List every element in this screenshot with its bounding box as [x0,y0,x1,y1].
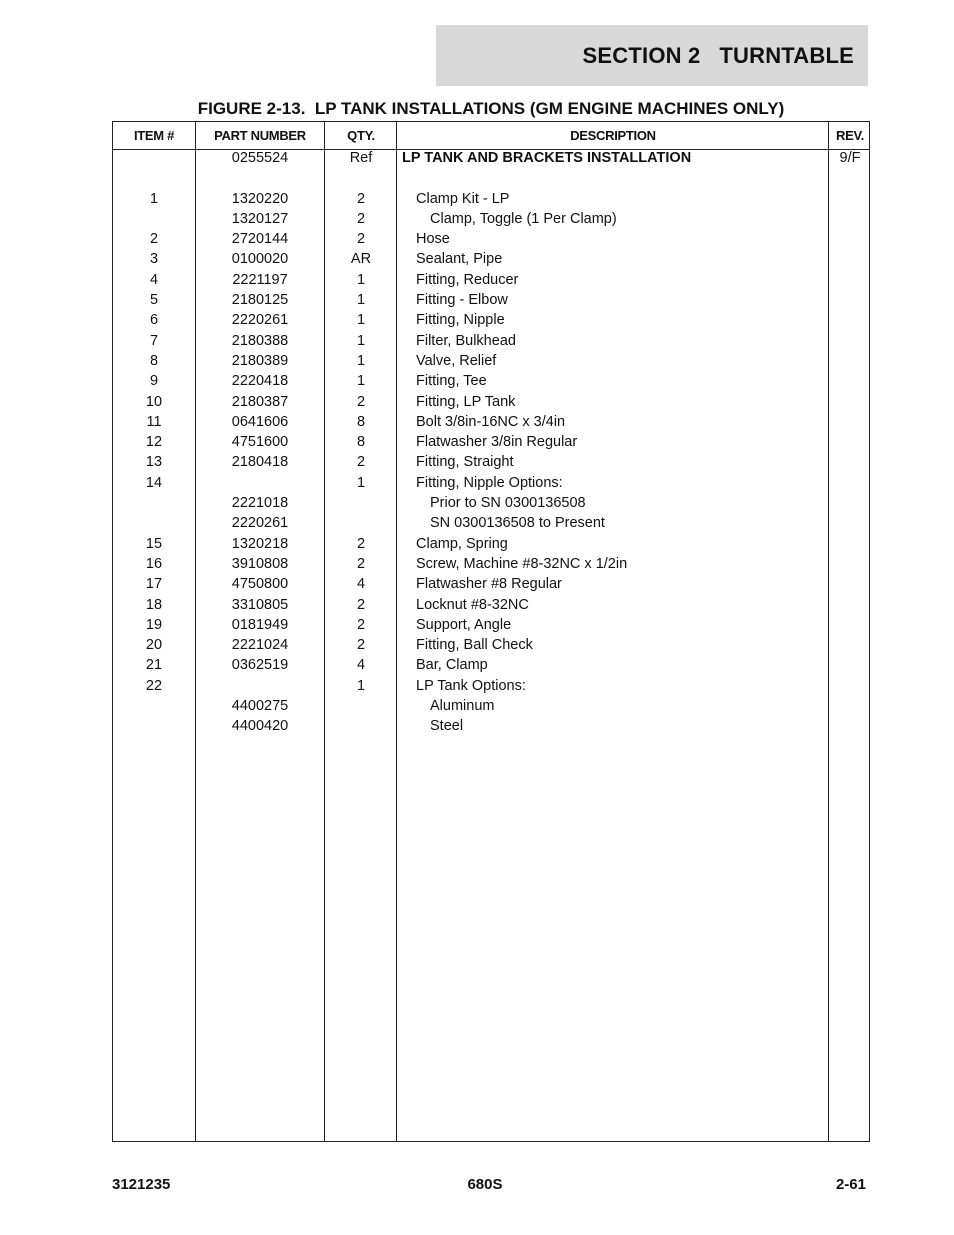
item-number-cell: 20 [145,637,163,654]
table-body [113,148,869,737]
item-number-cell: 22 [145,677,163,694]
description-cell: Bar, Clamp [416,657,488,674]
quantity-cell: 1 [356,332,366,349]
section-title: SECTION 2 TURNTABLE [582,42,854,68]
description-cell: LP Tank Options: [416,677,526,694]
description-cell: Fitting, Reducer [416,271,519,288]
description-cell: Bolt 3/8in-16NC x 3/4in [416,413,566,430]
part-number-cell: 1320218 [231,535,289,552]
table-row [113,209,869,229]
part-number-cell: 1320220 [231,190,289,207]
part-number-cell: 4400275 [231,698,289,715]
description-cell: Sealant, Pipe [416,251,503,268]
table-row [113,229,869,249]
table-row [113,290,869,310]
quantity-cell: 2 [356,637,366,654]
table-row [113,696,869,716]
item-number-cell: 17 [145,576,163,593]
item-number-cell: 11 [146,413,162,430]
description-cell: Aluminum [430,698,495,715]
column-header-qty: QTY. [347,128,375,143]
description-cell: Fitting, Tee [416,373,487,390]
table-row [113,716,869,736]
quantity-cell: 2 [356,454,366,471]
table-row [113,554,869,574]
quantity-cell: 8 [356,434,366,451]
item-number-cell: 8 [149,352,159,369]
column-header-description: DESCRIPTION [570,128,656,143]
description-cell: Fitting, Nipple Options: [416,474,563,491]
description-cell: Clamp, Toggle (1 Per Clamp) [430,210,617,227]
description-cell: Hose [416,231,450,248]
item-number-cell: 2 [149,231,159,248]
part-number-cell: 3910808 [231,555,289,572]
quantity-cell: 2 [356,555,366,572]
item-number-cell: 1 [149,190,159,207]
description-cell: LP TANK AND BRACKETS INSTALLATION [402,150,692,166]
part-number-cell: 0362519 [231,657,289,674]
item-number-cell: 10 [145,393,163,410]
description-cell: Support, Angle [416,616,512,633]
description-cell: Fitting, Ball Check [416,637,533,654]
table-row [113,412,869,432]
table-row [113,310,869,330]
quantity-cell: 2 [356,616,366,633]
description-cell: Flatwasher 3/8in Regular [416,434,578,451]
footer-model: 680S [467,1176,503,1193]
quantity-cell: 1 [356,292,366,309]
quantity-cell: 1 [356,474,366,491]
item-number-cell: 9 [149,373,159,390]
quantity-cell: 2 [356,393,366,410]
column-header-rev: REV. [836,128,864,143]
item-number-cell: 15 [145,535,163,552]
description-cell: Fitting - Elbow [416,292,508,309]
table-row [113,432,869,452]
section-header [436,25,868,86]
item-number-cell: 5 [149,292,159,309]
table-row [113,392,869,412]
table-row [113,249,869,269]
quantity-cell: AR [350,251,372,268]
description-cell: Fitting, Straight [416,454,514,471]
table-row [113,270,869,290]
quantity-cell: 2 [356,190,366,207]
item-number-cell: 13 [145,454,163,471]
quantity-cell: 8 [356,413,366,430]
quantity-cell: 2 [356,535,366,552]
table-row [113,655,869,675]
footer-page-number: 2-61 [835,1176,866,1193]
description-cell: SN 0300136508 to Present [430,515,605,532]
part-number-cell: 2180389 [231,352,289,369]
quantity-cell: 1 [356,352,366,369]
description-cell: Fitting, LP Tank [416,393,516,410]
part-number-cell: 2180388 [231,332,289,349]
quantity-cell: 1 [356,677,366,694]
quantity-cell: 2 [356,596,366,613]
item-number-cell: 18 [145,596,163,613]
part-number-cell: 2180418 [231,454,289,471]
part-number-cell: 1320127 [231,210,289,227]
footer-doc-number: 3121235 [112,1176,171,1193]
quantity-cell: 1 [356,271,366,288]
part-number-cell: 2720144 [231,231,289,248]
table-row [113,168,869,188]
table-row [113,635,869,655]
description-cell: Prior to SN 0300136508 [430,495,586,512]
part-number-cell: 2221024 [231,637,289,654]
description-cell: Steel [430,718,464,735]
item-number-cell: 16 [145,555,163,572]
part-number-cell: 0181949 [231,616,289,633]
quantity-cell: Ref [349,150,373,166]
table-row [113,148,869,168]
item-number-cell: 3 [149,251,159,268]
quantity-cell: 4 [356,576,366,593]
part-number-cell: 2180125 [231,292,289,309]
part-number-cell: 4750800 [231,576,289,593]
table-row [113,513,869,533]
description-cell: Flatwasher #8 Regular [416,576,562,593]
part-number-cell: 3310805 [231,596,289,613]
table-row [113,452,869,472]
column-header-item: ITEM # [133,128,175,143]
part-number-cell: 2221197 [232,271,288,288]
part-number-cell: 4400420 [231,718,289,735]
item-number-cell: 6 [149,312,159,329]
part-number-cell: 2221018 [231,495,289,512]
revision-cell: 9/F [839,150,861,166]
quantity-cell: 4 [356,657,366,674]
figure-title: FIGURE 2-13. LP TANK INSTALLATIONS (GM ENGINE MACHINES ONLY) [197,99,785,118]
description-cell: Clamp Kit - LP [416,190,510,207]
part-number-cell: 0255524 [231,150,289,166]
description-cell: Screw, Machine #8-32NC x 1/2in [416,555,628,572]
quantity-cell: 2 [356,210,366,227]
part-number-cell: 0641606 [231,413,289,430]
description-cell: Fitting, Nipple [416,312,505,329]
item-number-cell: 12 [145,434,163,451]
table-row [113,615,869,635]
table-row [113,331,869,351]
quantity-cell: 2 [356,231,366,248]
table-row [113,351,869,371]
table-row [113,189,869,209]
description-cell: Clamp, Spring [416,535,508,552]
quantity-cell: 1 [356,312,366,329]
column-header-part-number: PART NUMBER [214,128,306,143]
table-row [113,534,869,554]
item-number-cell: 14 [145,474,163,491]
description-cell: Valve, Relief [416,352,497,369]
part-number-cell: 2220261 [231,515,289,532]
table-row [113,473,869,493]
part-number-cell: 2220261 [231,312,289,329]
table-row [113,493,869,513]
item-number-cell: 7 [149,332,159,349]
table-row [113,676,869,696]
description-cell: Filter, Bulkhead [416,332,516,349]
part-number-cell: 4751600 [231,434,289,451]
parts-table [112,121,870,1142]
quantity-cell: 1 [356,373,366,390]
item-number-cell: 4 [149,271,159,288]
item-number-cell: 19 [145,616,163,633]
part-number-cell: 0100020 [231,251,289,268]
part-number-cell: 2180387 [231,393,289,410]
part-number-cell: 2220418 [231,373,289,390]
description-cell: Locknut #8-32NC [416,596,529,613]
item-number-cell: 21 [145,657,163,674]
table-row [113,595,869,615]
table-row [113,574,869,594]
table-row [113,371,869,391]
